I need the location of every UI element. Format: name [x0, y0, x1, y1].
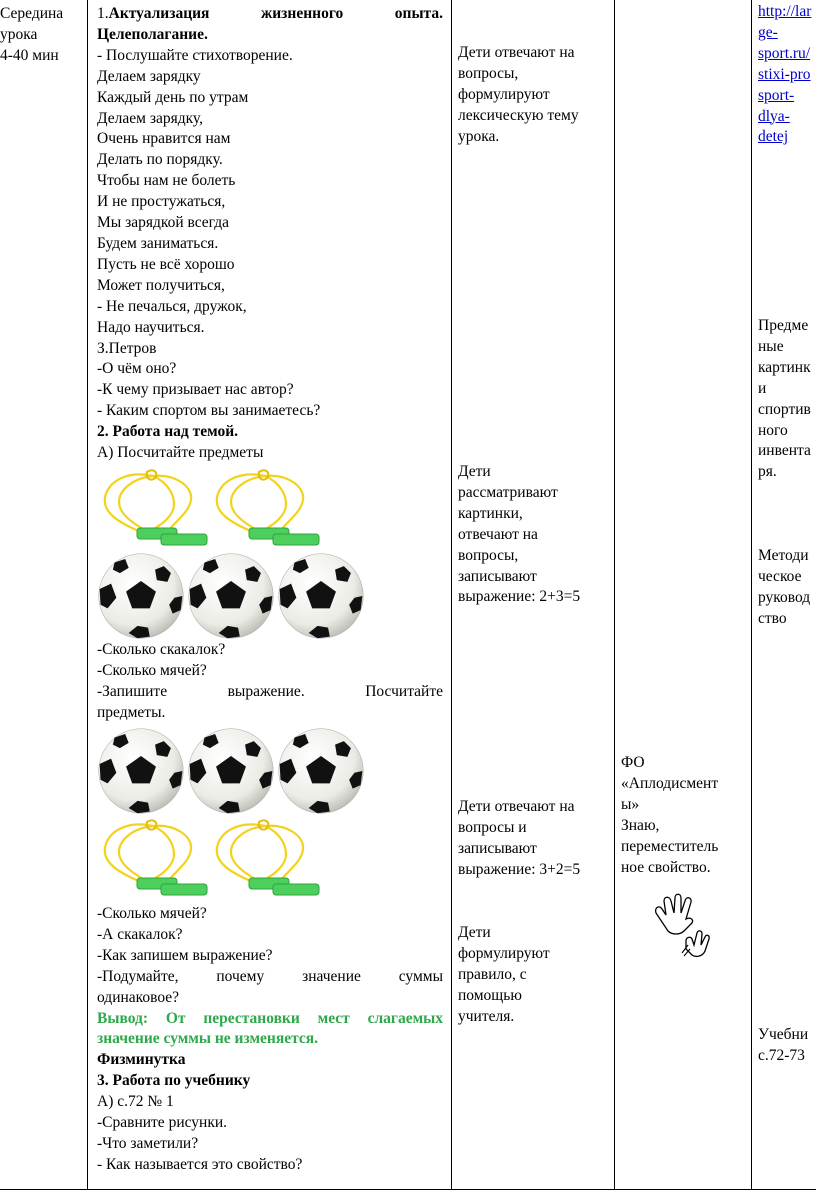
time-cell — [0, 4, 84, 67]
student-line: правило, с — [458, 965, 527, 983]
student-line: помощью — [458, 986, 522, 1004]
resource-line: с.72-73 — [758, 1046, 805, 1064]
student-line: урока. — [458, 127, 500, 145]
students-block-2 — [458, 462, 608, 608]
balls-row — [97, 552, 365, 640]
question: -К чему призывает нас автор? — [97, 381, 294, 399]
student-line: формулируют — [458, 85, 550, 103]
resources-cell-3 — [758, 546, 816, 630]
poem-line: Делать по порядку. — [97, 151, 223, 169]
question: -Как запишем выражение? — [97, 946, 273, 964]
student-line: вопросы и — [458, 818, 527, 836]
soccer-ball-image — [277, 727, 365, 815]
resource-line: руковод — [758, 588, 811, 606]
column-divider — [451, 0, 452, 1190]
poem-author: З.Петров — [97, 339, 157, 357]
teacher-activity-cell — [97, 4, 443, 464]
column-divider — [614, 0, 615, 1190]
resource-link[interactable]: dlya- — [758, 107, 790, 125]
resource-line: ного — [758, 421, 788, 439]
assessment-line: ФО — [621, 754, 645, 771]
question: -Что заметили? — [97, 1134, 199, 1152]
student-line: выражение: 2+3=5 — [458, 588, 581, 606]
question: одинаковое? — [97, 988, 180, 1006]
resource-line: и — [758, 379, 767, 397]
resource-line: ные — [758, 337, 784, 355]
poem-line: Делаем зарядку, — [97, 109, 203, 127]
students-block-1 — [458, 43, 608, 148]
clapping-hands-icon — [650, 893, 712, 959]
conclusion: Вывод: От перестановки мест слагаемых — [97, 1009, 443, 1027]
section-number: 1. — [97, 5, 109, 22]
soccer-ball-image — [277, 552, 365, 640]
resource-line: ря. — [758, 463, 777, 481]
resources-link-cell — [758, 2, 816, 148]
resource-link[interactable]: detej — [758, 128, 789, 146]
resource-link[interactable]: http://lar — [758, 3, 812, 20]
section1-heading — [97, 4, 443, 25]
poem-line: И не простужаться, — [97, 193, 226, 211]
question: - Каким спортом вы занимаетесь? — [97, 402, 321, 420]
jump-ropes-row-2 — [97, 818, 321, 896]
student-line: картинки, — [458, 504, 523, 522]
students-block-3 — [458, 797, 608, 881]
resource-line: ство — [758, 609, 787, 627]
assessment-line: Знаю, — [621, 816, 660, 834]
column-divider — [751, 0, 752, 1190]
poem-line: Чтобы нам не болеть — [97, 172, 236, 190]
poem-line: Каждый день по утрам — [97, 88, 249, 106]
student-line: формулируют — [458, 944, 550, 962]
question: -О чём оно? — [97, 360, 177, 378]
student-line: рассматривают — [458, 483, 558, 501]
soccer-ball-image — [187, 727, 275, 815]
resource-line: Предме — [758, 317, 809, 334]
student-line: записывают — [458, 839, 537, 857]
resource-line: Методи — [758, 547, 809, 564]
time-line: 4-40 мин — [0, 46, 59, 64]
jump-ropes-row — [97, 468, 321, 546]
resource-link[interactable]: stixi-pro — [758, 65, 811, 83]
question: - Как называется это свойство? — [97, 1155, 303, 1173]
question: -А скакалок? — [97, 925, 183, 943]
student-line: отвечают на — [458, 525, 538, 543]
student-line: вопросы, — [458, 546, 519, 564]
student-line: выражение: 3+2=5 — [458, 860, 581, 878]
time-line: Середина — [0, 5, 64, 22]
soccer-ball-image — [97, 727, 185, 815]
assessment-cell — [621, 753, 747, 878]
student-line: Дети — [458, 924, 491, 941]
student-line: вопросы, — [458, 64, 519, 82]
question: -Сравните рисунки. — [97, 1114, 228, 1132]
fizminutka: Физминутка — [97, 1051, 186, 1069]
poem-line: - Не печалься, дружок, — [97, 297, 247, 315]
question: предметы. — [97, 703, 166, 721]
task-3a: А) с.72 № 1 — [97, 1093, 174, 1111]
poem-line: Будем заниматься. — [97, 234, 219, 252]
student-line: учителя. — [458, 1007, 515, 1025]
student-line: Дети — [458, 463, 491, 480]
resource-link[interactable]: ge- — [758, 23, 778, 41]
row-bottom-border — [0, 1189, 816, 1190]
poem-line: Очень нравится нам — [97, 130, 231, 148]
resource-line: Учебни — [758, 1026, 809, 1043]
jump-rope-image — [97, 818, 209, 896]
resources-cell-4 — [758, 1025, 816, 1067]
teacher-activity-cell-3 — [97, 904, 443, 1176]
poem-line: Может получиться, — [97, 276, 225, 294]
assessment-line: «Аплодисмент — [621, 774, 719, 792]
resource-line: ческое — [758, 567, 802, 585]
resource-line: спортив — [758, 400, 811, 418]
resource-line: инвента — [758, 442, 811, 460]
resources-cell-2 — [758, 316, 816, 483]
question: -Подумайте, почему значение суммы — [97, 967, 443, 985]
time-line: урока — [0, 25, 38, 43]
resource-link[interactable]: sport.ru/ — [758, 44, 811, 62]
question: -Сколько скакалок? — [97, 641, 226, 658]
task-a: А) Посчитайте предметы — [97, 444, 264, 462]
section1-subtitle: Целеполагание. — [97, 25, 208, 43]
conclusion: значение суммы не изменяется. — [97, 1030, 319, 1048]
assessment-line: переместитель — [621, 837, 719, 855]
section3-heading: 3. Работа по учебнику — [97, 1072, 251, 1090]
assessment-line: ы» — [621, 795, 640, 813]
poem-line: Делаем зарядку — [97, 67, 201, 85]
poem-line: Пусть не всё хорошо — [97, 255, 235, 273]
jump-rope-image — [97, 468, 209, 546]
question: -Сколько мячей? — [97, 661, 207, 679]
column-divider — [87, 0, 88, 1190]
soccer-ball-image — [187, 552, 275, 640]
section-title: Актуализация жизненного опыта. — [108, 5, 443, 22]
question: -Запишите выражение. Посчитайте — [97, 682, 443, 700]
poem-line: Мы зарядкой всегда — [97, 214, 230, 232]
soccer-ball-image — [97, 552, 185, 640]
poem-intro: - Послушайте стихотворение. — [97, 46, 293, 64]
jump-rope-image — [209, 818, 321, 896]
teacher-activity-cell-2 — [97, 640, 443, 724]
students-block-4 — [458, 923, 608, 1028]
resource-line: картинк — [758, 358, 811, 376]
resource-link[interactable]: sport- — [758, 86, 795, 104]
balls-row-2 — [97, 727, 365, 815]
jump-rope-image — [209, 468, 321, 546]
student-line: лексическую тему — [458, 106, 579, 124]
student-line: записывают — [458, 567, 537, 585]
poem-line: Надо научиться. — [97, 318, 205, 336]
student-line: Дети отвечают на — [458, 798, 575, 815]
section2-heading: 2. Работа над темой. — [97, 423, 239, 441]
student-line: Дети отвечают на — [458, 44, 575, 61]
question: -Сколько мячей? — [97, 905, 207, 922]
assessment-line: ное свойство. — [621, 858, 711, 876]
